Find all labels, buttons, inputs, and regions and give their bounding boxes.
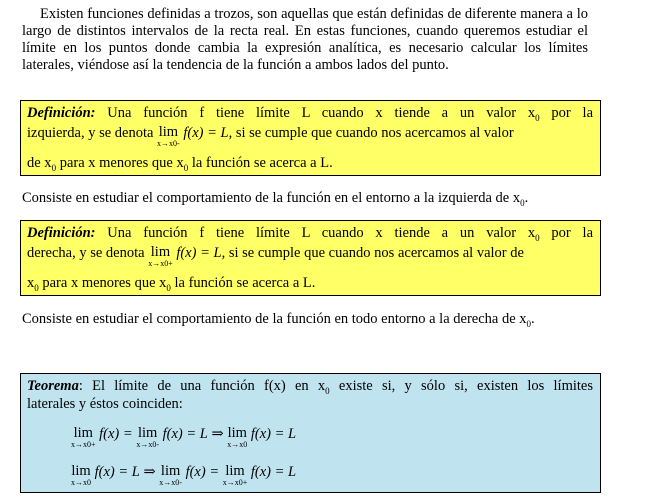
definition-left-label: Definición:	[27, 105, 96, 121]
definition-left-line2: izquierda, y se denota lim x→x0- f(x) = L, si se cumple que cuando nos acercamos al valor	[27, 124, 514, 148]
definition-right-label: Definición:	[27, 225, 96, 241]
definition-right-line1: Definición: Una función f tiene límite L cuando x tiende a un valor $x_0$ por la	[27, 225, 593, 243]
theorem-formula-1: lim x→x0+ f(x) = lim x→x0- f(x) = L ⇒ lim x→x0 f(x) = L	[71, 425, 297, 449]
intro-paragraph: Existen funciones definidas a trozos, son aquellas que están definidas de diferente manera a lo largo de distintos intervalos de la recta real. En estas funciones, cuando queremos estudiar el límite en los puntos donde cambia la expresión analítica, es necesario calcular los límites laterales, viéndose así la tendencia de la función a ambos lados del punto.	[22, 6, 588, 73]
definition-right-line3: $x_0$ para x menores que $x_0$ la función se acerca a L.	[27, 275, 316, 293]
definition-left-line3: de $x_0$ para x menores que $x_0$ la función se acerca a L.	[27, 155, 333, 173]
definition-right-box	[20, 220, 601, 296]
theorem-line1: Teorema: El límite de una función f(x) en $x_0$ existe si, y sólo si, existen los límites	[27, 378, 593, 396]
definition-left-line1: Definición: Una función f tiene límite L cuando x tiende a un valor $x_0$ por la	[27, 105, 593, 123]
consiste-right: Consiste en estudiar el comportamiento de la función en todo entorno a la derecha de $x_0$.	[22, 311, 535, 329]
theorem-label: Teorema	[27, 378, 79, 394]
theorem-line2: laterales y éstos coinciden:	[27, 396, 183, 412]
theorem-box	[20, 373, 601, 493]
lim-left-notation: lim x→x0-	[157, 124, 180, 148]
consiste-left: Consiste en estudiar el comportamiento de la función en el entorno a la izquierda de $x_0$.	[22, 190, 529, 208]
definition-right-line2: derecha, y se denota lim x→x0+ f(x) = L, si se cumple que cuando nos acercamos al valor de	[27, 244, 524, 268]
theorem-formula-2: lim x→x0 f(x) = L ⇒ lim x→x0- f(x) = lim x→x0+ f(x) = L	[71, 463, 297, 487]
lim-right-notation: lim x→x0+	[148, 244, 173, 268]
definition-left-box	[20, 100, 601, 176]
